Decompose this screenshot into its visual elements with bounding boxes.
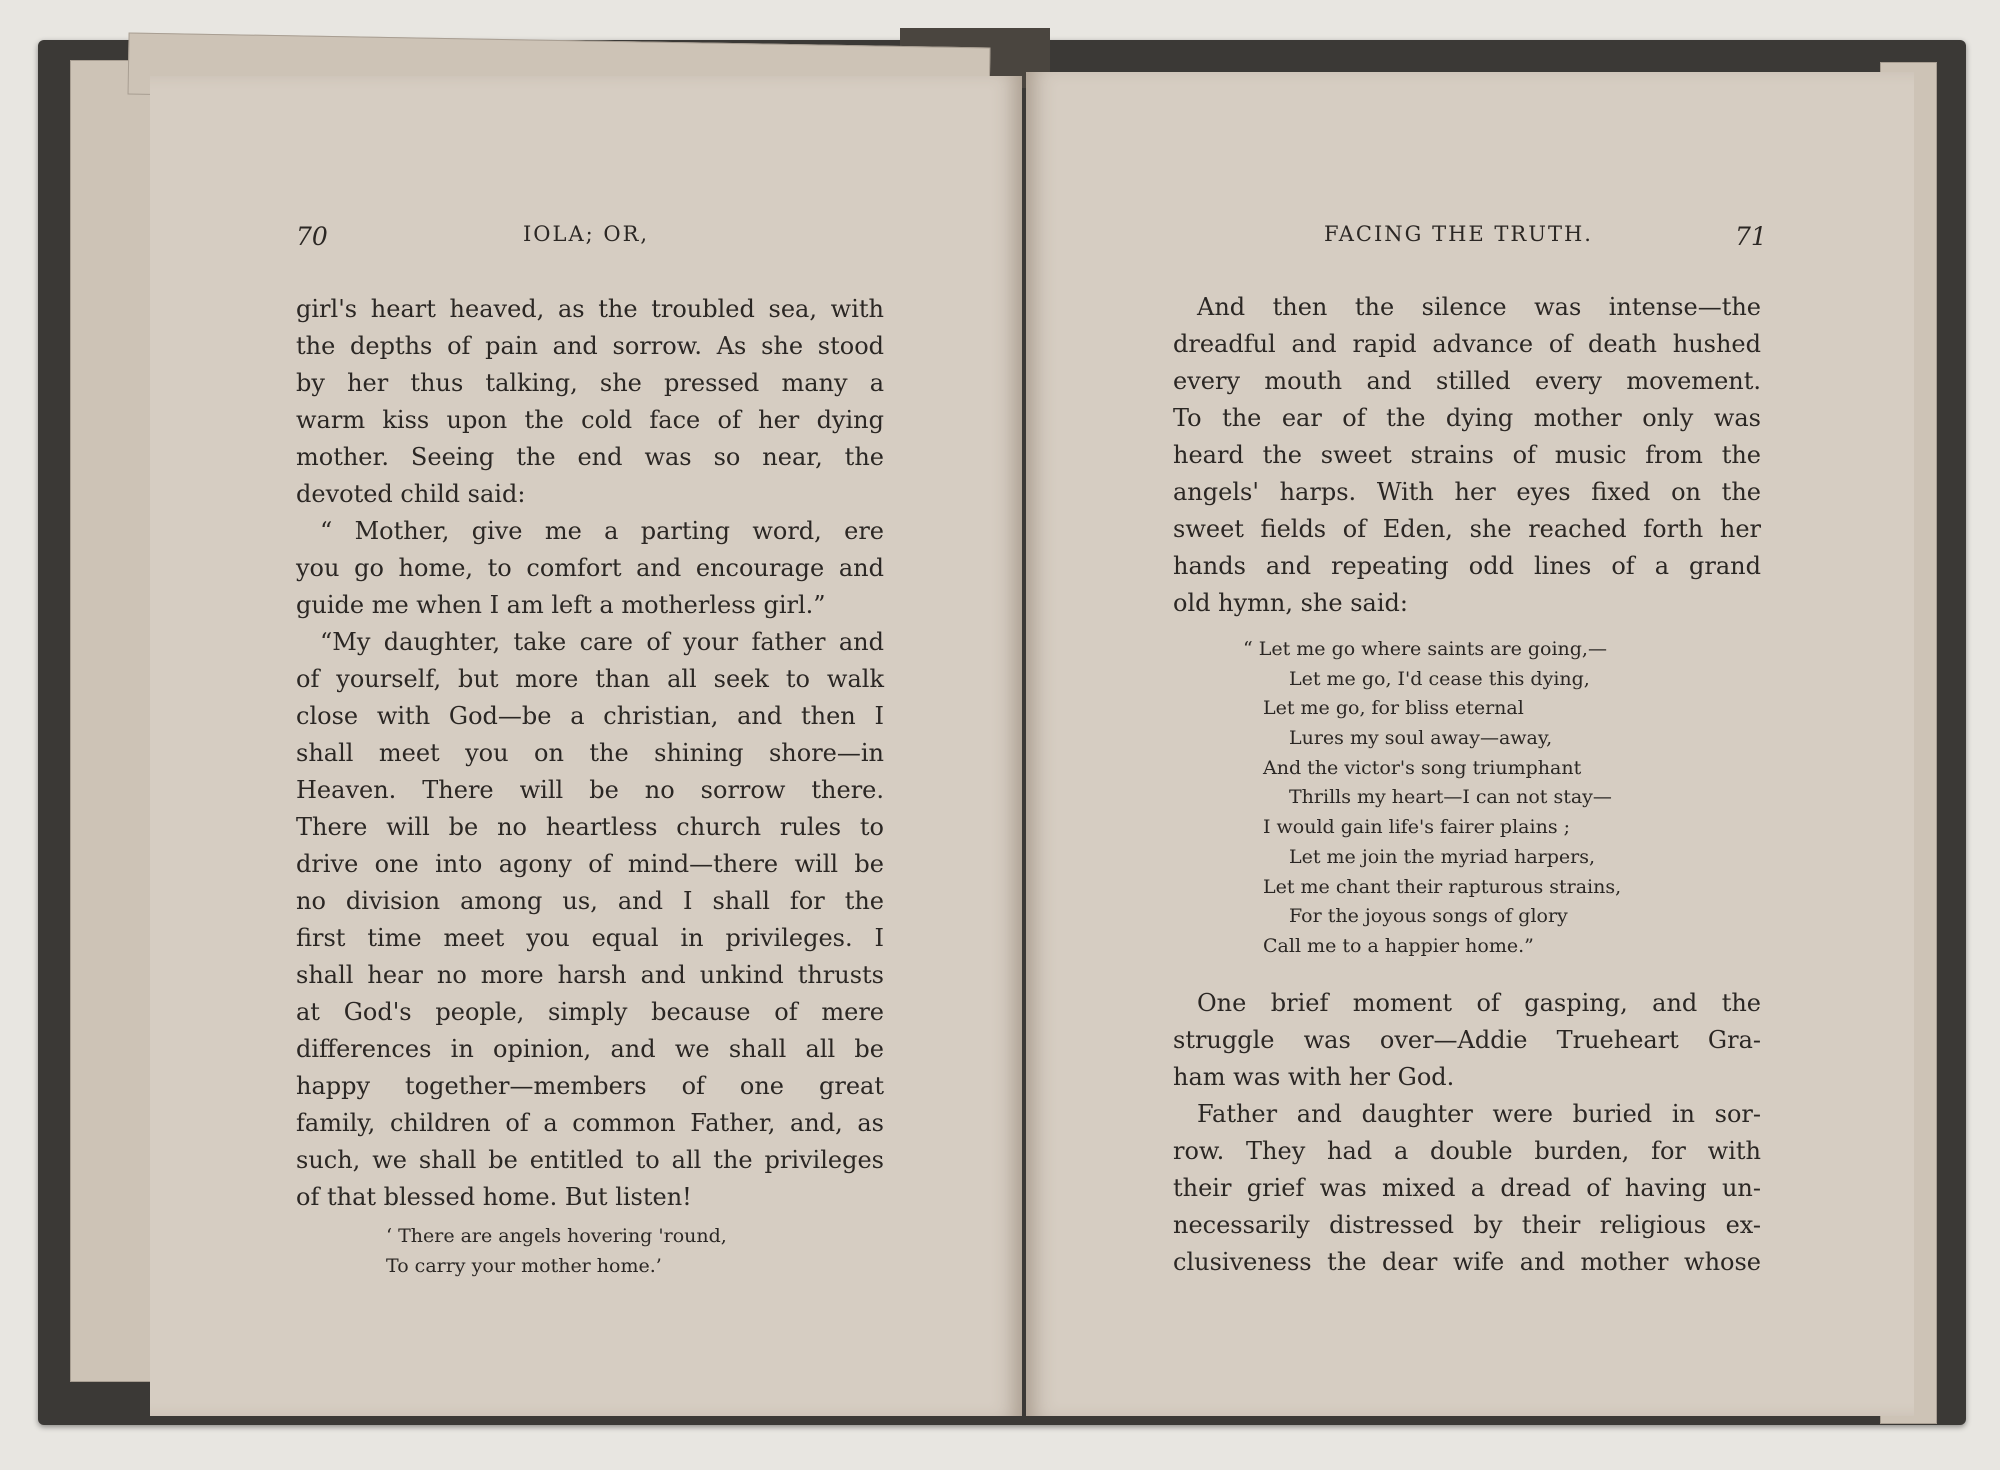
text-line: There will be no heartless church rules to xyxy=(296,813,884,841)
text-line: Father and daughter were buried in sor- xyxy=(1197,1100,1761,1128)
text-line: To the ear of the dying mother only was xyxy=(1173,404,1761,432)
verse-line: Let me go, I'd cease this dying, xyxy=(1289,667,1590,690)
text-line: warm kiss upon the cold face of her dying xyxy=(296,406,884,434)
text-line: heard the sweet strains of music from the xyxy=(1173,441,1761,469)
text-line: struggle was over—Addie Trueheart Gra- xyxy=(1173,1026,1761,1054)
text-line: close with God—be a christian, and then I xyxy=(296,702,884,730)
text-line: their grief was mixed a dread of having un- xyxy=(1173,1174,1761,1202)
verse-line: Lures my soul away—away, xyxy=(1289,727,1553,750)
right-page-number: 71 xyxy=(1735,222,1767,251)
right-verse xyxy=(1243,635,1621,962)
left-body-text xyxy=(296,291,884,1216)
text-line: differences in opinion, and we shall all be xyxy=(296,1035,884,1063)
verse-line: For the joyous songs of glory xyxy=(1289,905,1568,928)
verse-line: Let me chant their rapturous strains, xyxy=(1263,875,1622,898)
text-line: guide me when I am left a motherless girl.” xyxy=(296,591,826,619)
text-line: family, children of a common Father, and, as xyxy=(296,1109,884,1137)
text-line: mother. Seeing the end was so near, the xyxy=(296,443,884,471)
verse-line: “ Let me go where saints are going,— xyxy=(1243,638,1607,660)
text-line: devoted child said: xyxy=(296,480,526,508)
text-line: “ Mother, give me a parting word, ere xyxy=(320,517,884,545)
text-line: clusiveness the dear wife and mother whose xyxy=(1173,1248,1761,1276)
text-line: old hymn, she said: xyxy=(1173,589,1408,617)
text-line: shall meet you on the shining shore—in xyxy=(296,739,884,767)
text-line: the depths of pain and sorrow. As she stood xyxy=(296,332,884,360)
verse-line: Thrills my heart—I can not stay— xyxy=(1289,786,1612,809)
verse-line: Call me to a happier home.” xyxy=(1263,934,1534,957)
text-line: And then the silence was intense—the xyxy=(1197,293,1761,321)
text-line: happy together—members of one great xyxy=(296,1072,884,1100)
text-line: such, we shall be entitled to all the privileges xyxy=(296,1146,884,1174)
left-verse xyxy=(386,1222,727,1281)
text-line: by her thus talking, she pressed many a xyxy=(296,369,884,397)
text-line: you go home, to comfort and encourage and xyxy=(296,554,884,582)
text-line: angels' harps. With her eyes fixed on the xyxy=(1173,478,1761,506)
text-line: One brief moment of gasping, and the xyxy=(1197,989,1761,1017)
text-line: of yourself, but more than all seek to walk xyxy=(296,665,884,693)
verse-line: Let me go, for bliss eternal xyxy=(1263,697,1524,720)
verse-line: ‘ There are angels hovering 'round, xyxy=(386,1225,727,1247)
text-line: at God's people, simply because of mere xyxy=(296,998,884,1026)
right-running-head: FACING THE TRUTH. xyxy=(1324,222,1593,246)
verse-line: Let me join the myriad harpers, xyxy=(1289,845,1596,868)
text-line: drive one into agony of mind—there will be xyxy=(296,850,884,878)
text-line: of that blessed home. But listen! xyxy=(296,1183,692,1211)
right-body-text-top xyxy=(1173,289,1761,622)
text-line: no division among us, and I shall for the xyxy=(296,887,884,915)
text-line: Heaven. There will be no sorrow there. xyxy=(296,776,884,804)
text-line: “My daughter, take care of your father and xyxy=(320,628,884,656)
verse-line: And the victor's song triumphant xyxy=(1263,756,1582,779)
text-line: ham was with her God. xyxy=(1173,1063,1455,1091)
text-line: sweet fields of Eden, she reached forth her xyxy=(1173,515,1761,543)
left-running-head: IOLA; OR, xyxy=(523,222,650,246)
text-line: necessarily distressed by their religious ex- xyxy=(1173,1211,1761,1239)
left-page-number: 70 xyxy=(296,222,328,251)
text-line: dreadful and rapid advance of death hushed xyxy=(1173,330,1761,358)
text-line: first time meet you equal in privileges. I xyxy=(296,924,884,952)
text-line: girl's heart heaved, as the troubled sea, with xyxy=(296,295,884,323)
verse-line: I would gain life's fairer plains ; xyxy=(1263,816,1571,839)
text-line: every mouth and stilled every movement. xyxy=(1173,367,1761,395)
text-line: shall hear no more harsh and unkind thrusts xyxy=(296,961,884,989)
text-line: hands and repeating odd lines of a grand xyxy=(1173,552,1761,580)
right-body-text-bottom xyxy=(1173,985,1761,1281)
text-line: row. They had a double burden, for with xyxy=(1173,1137,1761,1165)
verse-line: To carry your mother home.’ xyxy=(386,1254,662,1277)
